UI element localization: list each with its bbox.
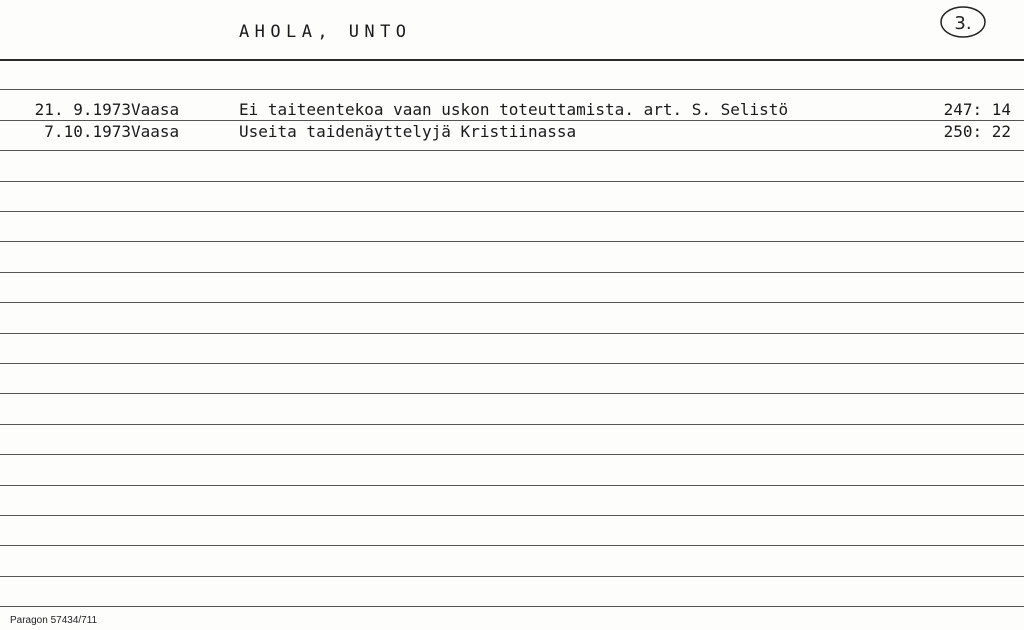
entry-title: Useita taidenäyttelyjä Kristiinassa (239, 122, 577, 141)
entry-place: Vaasa (131, 100, 180, 119)
heading-rule (0, 59, 1024, 61)
line-rule (0, 545, 1024, 546)
line-rule (0, 454, 1024, 455)
entry-place: Vaasa (131, 122, 180, 141)
line-rule (0, 241, 1024, 242)
line-rule (0, 485, 1024, 486)
line-rule (0, 272, 1024, 273)
entry-date: 7.10.1973 (44, 122, 131, 141)
entry-row (0, 122, 1024, 146)
line-rule (0, 363, 1024, 364)
card-heading: AHOLA, UNTO (239, 22, 412, 42)
entry-row (0, 100, 1024, 124)
line-rule (0, 181, 1024, 182)
line-rule (0, 515, 1024, 516)
line-rule (0, 393, 1024, 394)
line-rule (0, 89, 1024, 90)
entry-reference: 247: 14 (943, 100, 1011, 119)
line-rule (0, 606, 1024, 607)
sheet-number: 3. (954, 13, 972, 34)
entry-reference: 250: 22 (943, 122, 1011, 141)
entry-title: Ei taiteentekoa vaan uskon toteuttamista. art. S. Selistö (239, 100, 789, 119)
card-footer: Paragon 57434/711 (10, 615, 98, 626)
circled-sheet-number-icon (938, 4, 988, 40)
line-rule (0, 424, 1024, 425)
line-rule (0, 576, 1024, 577)
line-rule (0, 302, 1024, 303)
line-rule (0, 150, 1024, 151)
entry-date: 21. 9.1973 (34, 100, 131, 119)
line-rule (0, 333, 1024, 334)
line-rule (0, 211, 1024, 212)
